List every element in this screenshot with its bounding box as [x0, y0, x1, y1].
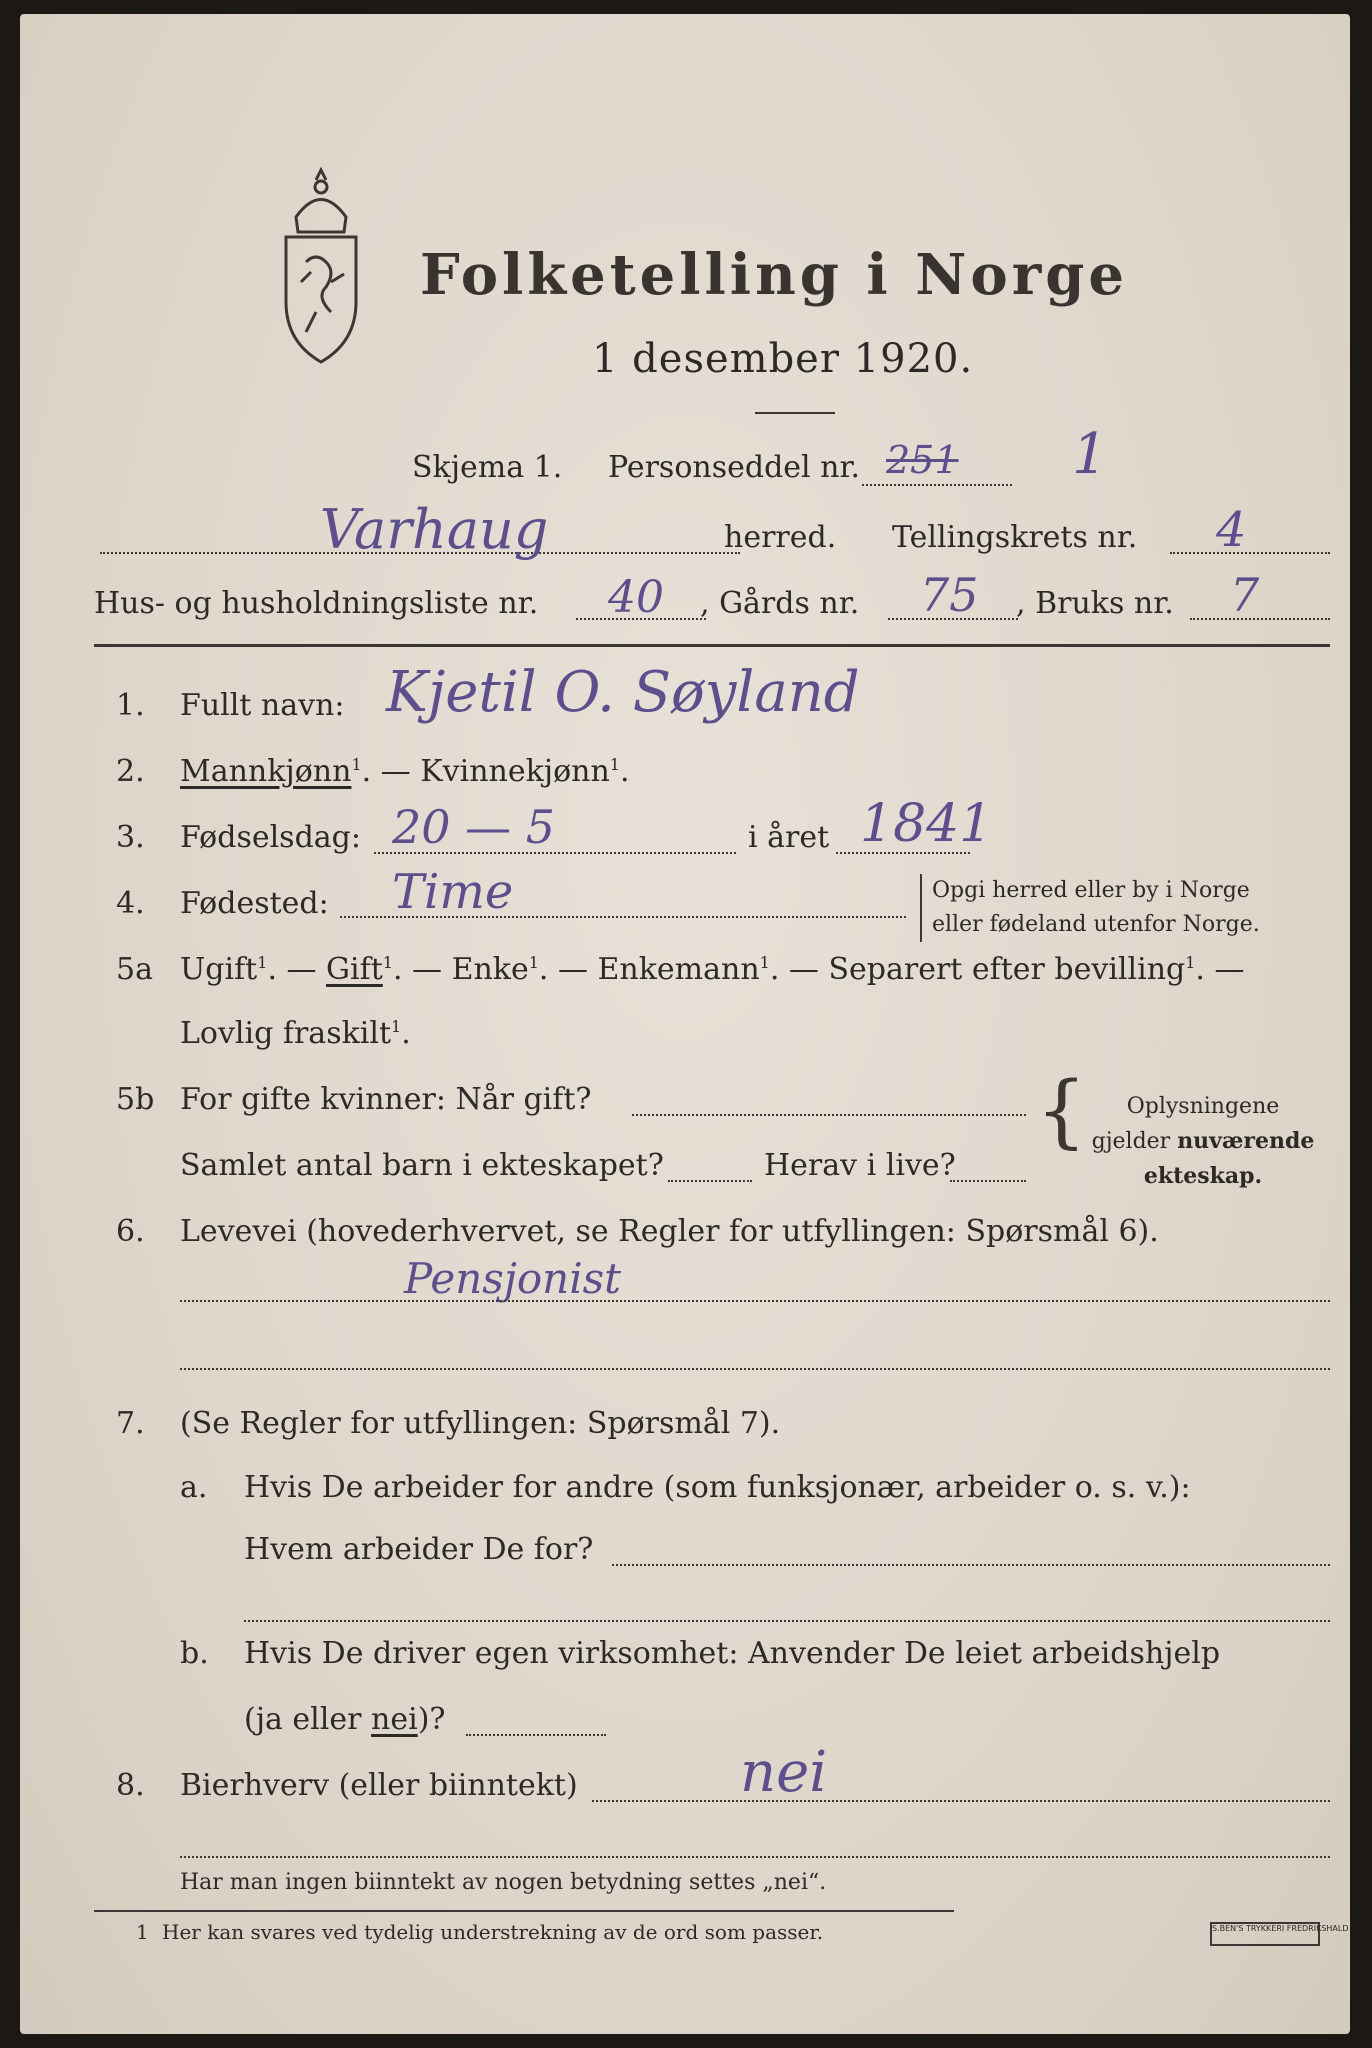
q5a-enke-option[interactable]: Enke — [451, 952, 529, 987]
q7b-letter: b. — [180, 1636, 209, 1671]
q6-line1 — [180, 1300, 1330, 1302]
personseddel-value: 1 — [1072, 422, 1108, 487]
q6-line2 — [180, 1368, 1330, 1370]
q2-number: 2. — [116, 754, 145, 789]
footnote-marker: 1 — [528, 953, 539, 972]
q7b-answer-prompt — [244, 1702, 445, 1737]
q4-label: Fødested: — [180, 886, 329, 921]
q5a-ugift-option[interactable]: Ugift — [180, 952, 258, 987]
q7b-line — [466, 1734, 606, 1736]
q3-year-label: i året — [748, 820, 830, 855]
q2-options: Mannkjønn$^1$. — Kvinnekjønn$^1$. — [180, 754, 630, 789]
q5a-options: Ugift$^1$. — Gift$^1$. — Enke$^1$. — Enkemann$^1$. — Separert efter bevilling$^1$. — — [180, 952, 1245, 987]
footnote-text: Her kan svares ved tydelig understrekning av de ord som passer. — [162, 1920, 824, 1944]
q3-label: Fødselsdag: — [180, 820, 361, 855]
q8-number: 8. — [116, 1768, 145, 1803]
q5b-alive-label: Herav i live? — [764, 1148, 956, 1183]
q8-line2 — [180, 1856, 1330, 1858]
q5b-when-married-line — [632, 1114, 1026, 1116]
q2-male-option[interactable]: Mannkjønn — [180, 754, 352, 789]
bruks-line — [1190, 618, 1330, 620]
q4-birthplace[interactable]: Time — [392, 864, 514, 920]
census-form-sheet — [20, 14, 1350, 2034]
q2-female-option[interactable]: Kvinnekjønn — [420, 754, 610, 789]
q7a-letter: a. — [180, 1470, 208, 1505]
footnote-marker: 1 — [391, 1017, 402, 1036]
personseddel-struck-value: 251 — [886, 438, 959, 482]
q5b-when-married-label: For gifte kvinner: Når gift? — [180, 1082, 592, 1117]
form-title: Folketelling i Norge — [420, 242, 1129, 308]
tellingskrets-line — [1170, 552, 1330, 554]
q3-number: 3. — [116, 820, 145, 855]
q5b-children-line — [668, 1180, 752, 1182]
q5b-note — [1078, 1090, 1328, 1193]
q3-birthday[interactable]: 20 — 5 — [392, 800, 556, 854]
footnote-rule — [94, 1910, 954, 1912]
q7b-prompt-a: (ja eller — [244, 1702, 372, 1737]
footnote-marker: 1 — [609, 755, 620, 774]
personseddel-label: Personseddel nr. — [608, 450, 861, 485]
q7-number: 7. — [116, 1406, 145, 1441]
footnote-marker: 1 — [759, 953, 770, 972]
q7b-prompt-c: )? — [417, 1702, 446, 1737]
q5b-children-label: Samlet antal barn i ekteskapet? — [180, 1148, 664, 1183]
q7a-label: Hvis De arbeider for andre (som funksjonær, arbeider o. s. v.): — [244, 1470, 1191, 1505]
q1-label: Fullt navn: — [180, 688, 345, 723]
q5a-gift-option[interactable]: Gift — [326, 952, 383, 987]
footnote-marker: 1 — [1185, 953, 1196, 972]
q7a-employer-line2 — [244, 1620, 1330, 1622]
q4-note-line1: Opgi herred eller by i Norge — [932, 878, 1250, 903]
printer-stamp: S.BEN'S TRYKKERI FREDRIKSHALD — [1210, 1922, 1320, 1946]
q6-number: 6. — [116, 1214, 145, 1249]
q4-note — [920, 874, 1260, 942]
coat-of-arms-icon — [256, 162, 386, 372]
q5b-note-line2a: gjelder — [1091, 1129, 1178, 1154]
schema-label: Skjema 1. — [412, 450, 563, 485]
q1-full-name[interactable]: Kjetil O. Søyland — [386, 660, 860, 725]
q1-number: 1. — [116, 688, 145, 723]
header-rule — [94, 644, 1330, 647]
q5b-note-line3: ekteskap. — [1143, 1163, 1263, 1189]
husliste-value[interactable]: 40 — [608, 572, 664, 623]
personseddel-line — [862, 484, 1012, 486]
q5b-alive-line — [950, 1180, 1026, 1182]
q7b-nei-option[interactable]: nei — [371, 1702, 418, 1737]
footnote-marker: 1 — [136, 1920, 149, 1944]
gards-label: , Gårds nr. — [700, 586, 860, 621]
q2-separator: . — — [361, 754, 411, 789]
q5b-note-line1: Oplysningene — [1126, 1094, 1280, 1119]
q6-occupation[interactable]: Pensjonist — [404, 1254, 622, 1303]
bruks-value[interactable]: 7 — [1230, 568, 1260, 622]
q7-label: (Se Regler for utfyllingen: Spørsmål 7). — [180, 1406, 781, 1441]
tellingskrets-value[interactable]: 4 — [1216, 502, 1247, 558]
q5a-separert-option[interactable]: Separert efter bevilling — [828, 952, 1186, 987]
herred-label: herred. — [724, 520, 837, 555]
q7a-employer-label: Hvem arbeider De for? — [244, 1532, 594, 1567]
footnote-marker: 1 — [257, 953, 268, 972]
q6-label: Levevei (hovederhvervet, se Regler for utfyllingen: Spørsmål 6). — [180, 1214, 1159, 1249]
gards-value[interactable]: 75 — [920, 568, 979, 622]
herred-value[interactable]: Varhaug — [320, 498, 549, 561]
q5b-note-line2b: nuværende — [1177, 1128, 1315, 1154]
q8-label: Bierhverv (eller biinntekt) — [180, 1768, 578, 1803]
q8-side-income[interactable]: nei — [740, 1740, 828, 1805]
q5a-options-line2: Lovlig fraskilt$^1$. — [180, 1016, 411, 1051]
tellingskrets-label: Tellingskrets nr. — [892, 520, 1138, 555]
q5a-number: 5a — [116, 952, 153, 987]
q8-line1 — [592, 1800, 1330, 1802]
q5a-enkemann-option[interactable]: Enkemann — [597, 952, 760, 987]
q4-note-line2: eller fødeland utenfor Norge. — [932, 912, 1260, 937]
q5a-fraskilt-option[interactable]: Lovlig fraskilt — [180, 1016, 392, 1051]
q7b-label: Hvis De driver egen virksomhet: Anvender De leiet arbeidshjelp — [244, 1636, 1221, 1671]
divider — [755, 412, 835, 414]
q8-note: Har man ingen biinntekt av nogen betydning settes „nei“. — [180, 1870, 827, 1895]
q7a-employer-line1 — [612, 1564, 1330, 1566]
footnote-marker: 1 — [382, 953, 393, 972]
bruks-label: , Bruks nr. — [1016, 586, 1174, 621]
brace-icon: { — [1036, 1064, 1087, 1157]
q3-birth-year[interactable]: 1841 — [860, 794, 993, 854]
footnote-marker: 1 — [351, 755, 362, 774]
q4-number: 4. — [116, 886, 145, 921]
husliste-label: Hus- og husholdningsliste nr. — [94, 586, 539, 621]
q5b-number: 5b — [116, 1082, 155, 1117]
census-date: 1 desember 1920. — [592, 336, 974, 382]
